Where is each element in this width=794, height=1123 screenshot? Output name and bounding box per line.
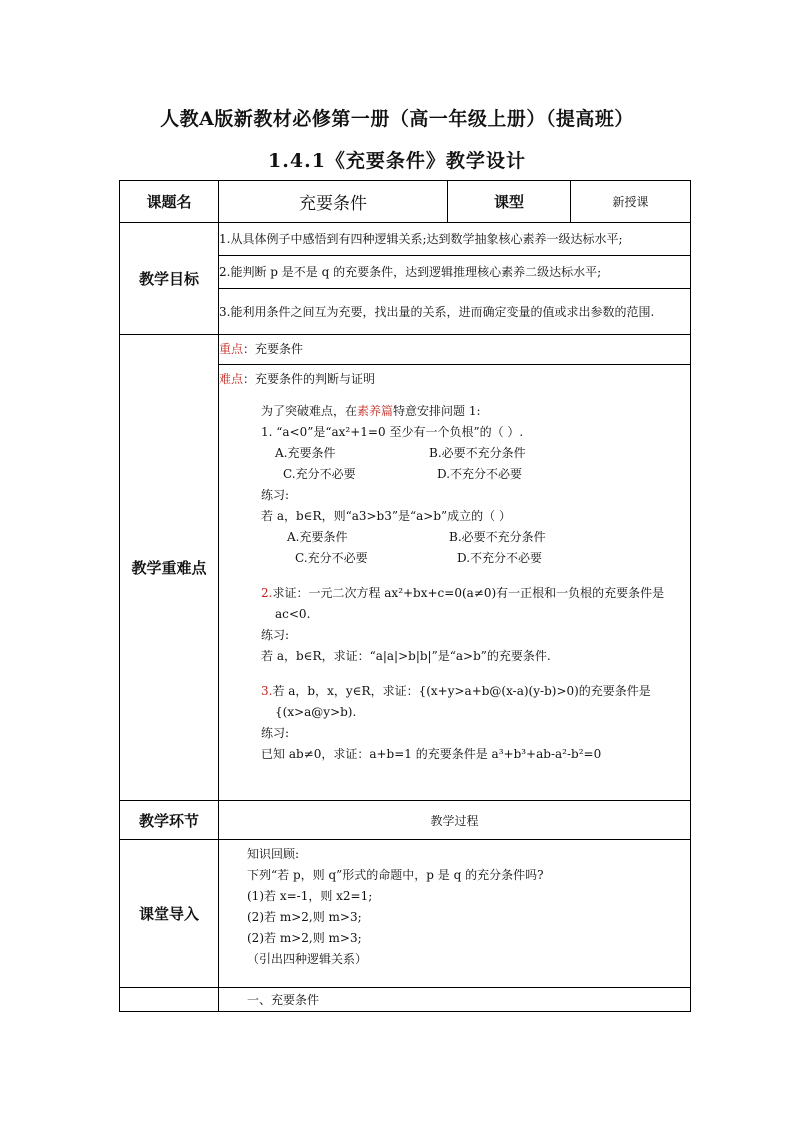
practice-1: 若 a，b∈R，则“a3>b3”是“a>b”成立的（ ） (261, 508, 511, 523)
intro-line-6: （引出四种逻辑关系） (247, 952, 368, 966)
goal-item-1: 1.从具体例子中感悟到有四种逻辑关系;达到数学抽象核心素养一级达标水平; (219, 223, 691, 256)
intro-line-1: 知识回顾: (247, 847, 300, 861)
goals-label: 教学目标 (120, 223, 219, 335)
practice-2: 若 a，b∈R，求证：“a|a|>b|b|”是“a>b”的充要条件. (261, 648, 551, 663)
question-3: 3.若 a，b，x，y∈R，求证：{(x+y>a+b@(x-a)(y-b)>0)的充要条件是{(x>a@y>b). (261, 683, 651, 719)
next-section-label (120, 988, 219, 1012)
next-section-title: 一、充要条件 (219, 988, 691, 1012)
option-c: C.充分不必要 (283, 466, 356, 481)
question-1: 1. “a<0”是“ax²+1=0 至少有一个负根”的（ ）. (261, 424, 524, 439)
intro-line-5: (2)若 m>2,则 m>3; (247, 931, 362, 945)
question-2-number: 2. (261, 585, 273, 600)
intro-section-content (219, 840, 691, 988)
difficulty-row (219, 365, 691, 395)
practice-label-3: 练习: (261, 725, 290, 740)
difficulty-tag: 难点 (219, 372, 244, 387)
option-b: B.必要不充分条件 (429, 445, 526, 460)
intro-line-4: (2)若 m>2,则 m>3; (247, 910, 362, 924)
intro-section-label: 课堂导入 (120, 840, 219, 988)
question-3-number: 3. (261, 683, 273, 698)
option-b: B.必要不充分条件 (449, 529, 546, 544)
document-subtitle: 1.4.1《充要条件》教学设计 (268, 150, 526, 172)
question-1-options-row1 (261, 443, 684, 464)
intro-line-2: 下列“若 p，则 q”形式的命题中，p 是 q 的充分条件吗? (247, 868, 544, 882)
option-d: D.不充分不必要 (457, 550, 543, 565)
document-title: 人教A版新教材必修第一册（高一年级上册）（提高班） (160, 108, 634, 130)
keypoints-label: 教学重难点 (120, 335, 219, 801)
focus-text: ：充要条件 (243, 342, 304, 356)
focus-row (219, 335, 691, 365)
topic-label: 课题名 (120, 181, 219, 223)
option-a: A.充要条件 (287, 529, 348, 544)
question-1-options-row2 (261, 464, 684, 485)
practice-1-options-row2 (261, 548, 684, 569)
topic-value: 充要条件 (219, 181, 448, 223)
question-2: 2.求证：一元二次方程 ax²+bx+c=0(a≠0)有一正根和一负根的充要条件是 ac<0. (261, 585, 665, 621)
option-d: D.不充分不必要 (437, 466, 523, 481)
difficulty-detail (219, 395, 691, 801)
intro-line-3: (1)若 x=-1，则 x2=1; (247, 889, 373, 903)
practice-1-options-row1 (261, 527, 684, 548)
option-a: A.充要条件 (275, 445, 336, 460)
option-c: C.充分不必要 (295, 550, 368, 565)
lesson-plan-table (119, 180, 691, 1012)
stage-label: 教学环节 (120, 801, 219, 840)
intro-highlight: 素养篇 (357, 403, 394, 418)
focus-tag: 重点 (219, 342, 244, 356)
difficulty-text: ：充要条件的判断与证明 (243, 372, 376, 387)
process-label: 教学过程 (219, 801, 691, 840)
type-value: 新授课 (571, 181, 691, 223)
goal-item-2: 2.能判断 p 是不是 q 的充要条件，达到逻辑推理核心素养二级达标水平; (219, 256, 691, 289)
practice-label-2: 练习: (261, 627, 290, 642)
intro-line: 为了突破难点，在素养篇特意安排问题 1: (261, 403, 481, 418)
goal-item-3: 3.能利用条件之间互为充要，找出量的关系，进而确定变量的值或求出参数的范围. (219, 289, 691, 335)
header-row (120, 181, 691, 223)
practice-3: 已知 ab≠0，求证：a+b=1 的充要条件是 a³+b³+ab-a²-b²=0 (261, 746, 602, 761)
practice-label: 练习: (261, 487, 290, 502)
type-label: 课型 (448, 181, 571, 223)
